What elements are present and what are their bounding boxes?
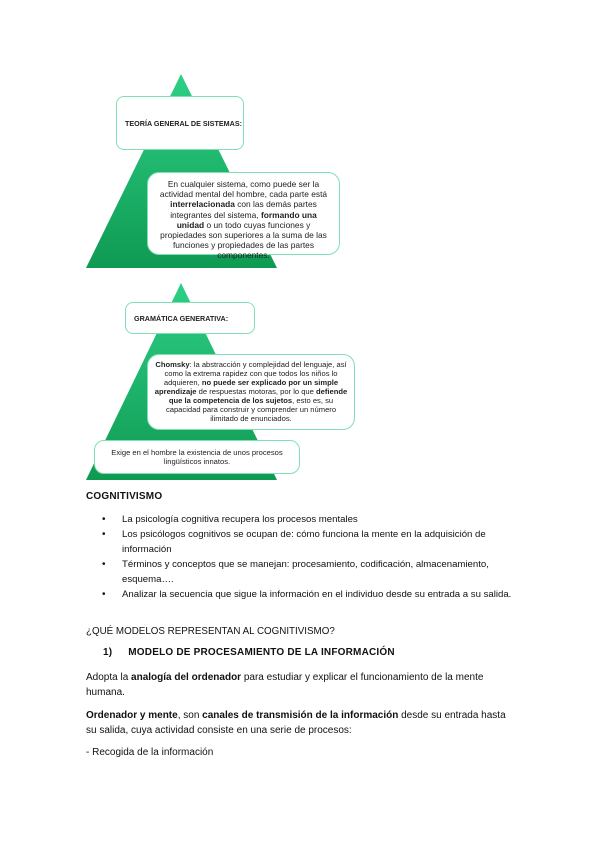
text-run: con las demás partes integrantes del sistema, [170, 199, 317, 220]
bold-text: Chomsky [155, 360, 190, 369]
bullet-icon: • [102, 589, 106, 600]
pyramid-1-title: TEORÍA GENERAL DE SISTEMAS: [125, 118, 243, 128]
text-run: Adopta la [86, 672, 132, 683]
pyramid-2-title-box [125, 302, 255, 334]
text-run: desde su entrada hasta su salida, cuya actividad consiste en una serie de procesos: [86, 710, 506, 736]
bold-text: Ordenador y mente [86, 710, 178, 721]
model-number: 1) [103, 647, 113, 658]
text-run: , son [177, 710, 203, 721]
pyramid-2-body [155, 360, 347, 423]
bullet-icon: • [102, 529, 106, 540]
pyramid-2-bottom-text: Exige en el hombre la existencia de unos procesos lingüísticos innatos. [111, 448, 283, 466]
paragraph-channels [86, 708, 516, 738]
bullet-item: • Términos y conceptos que se manejan: procesamiento, codificación, almacenamiento, esquema…. [102, 559, 489, 585]
bold-text: analogía del ordenador [131, 672, 242, 683]
bullet-icon: • [102, 514, 106, 525]
text-run: , esto es, su capacidad para construir y comprender un número ilimitado de enunciados. [165, 396, 337, 423]
pyramid-1-body-box [147, 172, 340, 261]
bold-text: interrelacionada [170, 199, 235, 210]
bold-text: no puede ser explicado por un simple aprendizaje [154, 378, 339, 396]
pyramid-1-body [160, 179, 327, 260]
bullet-list [88, 512, 528, 602]
model-heading [103, 647, 395, 658]
bullet-icon: • [102, 559, 106, 570]
pyramid-2-bottom-box [94, 440, 300, 474]
bullet-item: • La psicología cognitiva recupera los procesos mentales [102, 514, 358, 525]
pyramid-1-title-box [116, 96, 244, 150]
list-item-recogida: - Recogida de la información [86, 747, 214, 758]
pyramid-2-body-box [147, 354, 355, 430]
bullet-item: • Los psicólogos cognitivos se ocupan de: cómo funciona la mente en la adquisición de información [102, 529, 486, 555]
section-title: COGNITIVISMO [86, 491, 163, 502]
text-run: En cualquier sistema, como puede ser la actividad mental del hombre, cada parte está [159, 179, 328, 200]
bold-text: defiende que la competencia de los sujetos [168, 387, 348, 405]
pyramid-2-title: GRAMÁTICA GENERATIVA: [134, 313, 229, 323]
text-run: para estudiar y explicar el funcionamiento de la mente humana. [86, 672, 484, 698]
model-title: MODELO DE PROCESAMIENTO DE LA INFORMACIÓN [128, 647, 395, 658]
bold-text: formando una unidad [176, 209, 317, 230]
bold-text: canales de transmisión de la información [202, 710, 399, 721]
models-question: ¿QUÉ MODELOS REPRESENTAN AL COGNITIVISMO? [86, 626, 335, 637]
paragraph-analogy [86, 670, 511, 700]
bullet-item: • Analizar la secuencia que sigue la información en el individuo desde su entrada a su salida. [102, 589, 512, 600]
text-run: de respuestas motoras, por lo que [196, 387, 316, 396]
text-run: o un todo cuyas funciones y propiedades son superiores a la suma de las funciones y propiedades de las partes componentes. [160, 219, 327, 261]
text-run: : la abstracción y complejidad del lenguaje, así como la extrema rapidez con que todos los niños lo adquieren, [163, 360, 347, 387]
